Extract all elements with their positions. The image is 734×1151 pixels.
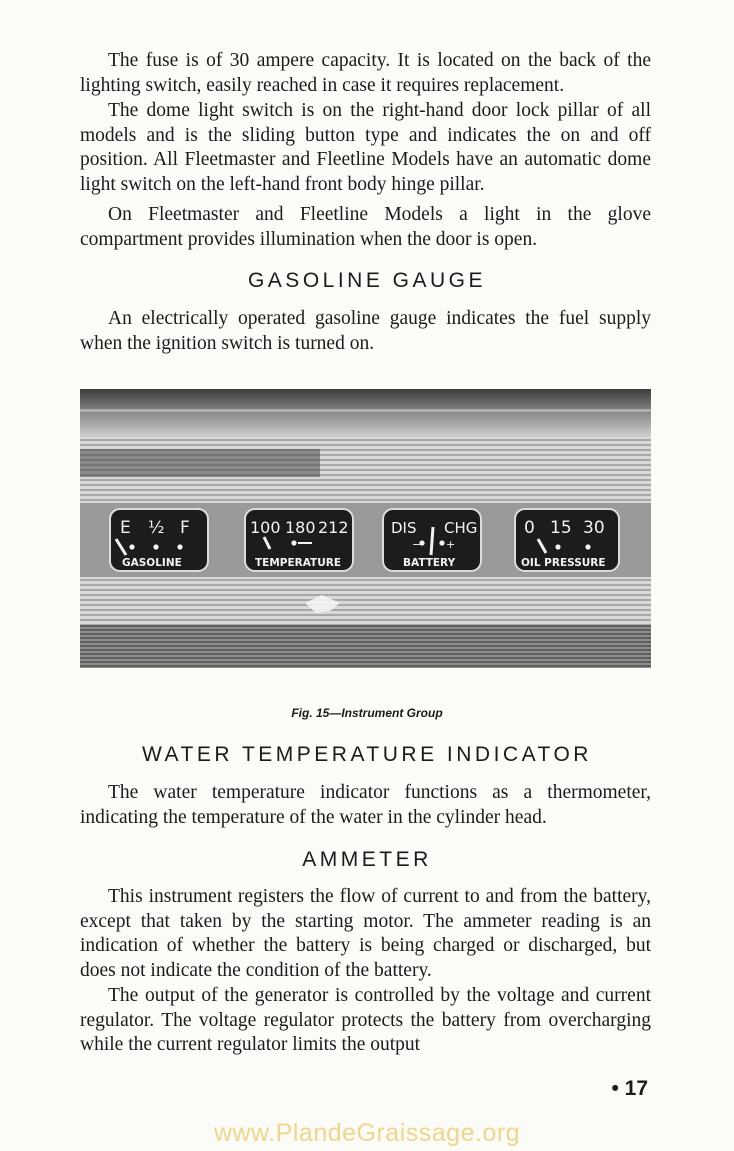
instrument-group-photo	[80, 389, 651, 668]
temperature-scale-100: 100	[250, 518, 281, 537]
temperature-scale-180: 180	[285, 518, 316, 537]
oil-scale-0: 0	[524, 518, 535, 538]
paragraph-ammeter: This instrument registers the flow of current to and from the battery, except that taken by the starting motor. The ammeter reading is an indication of whether the battery is being charged or discharged, but does not indicate the condition of the battery.	[80, 886, 651, 981]
heading-gasoline-gauge: GASOLINE GAUGE	[247, 269, 487, 292]
figure-caption: Fig. 15—Instrument Group	[291, 706, 443, 720]
paragraph-generator-output: The output of the generator is controlled by the voltage and current regulator. The voltage regulator protects the battery from overcharging while the current regulator limits the output	[80, 985, 651, 1056]
gasoline-scale-half: ½	[148, 518, 165, 538]
page-number: • 17	[611, 1077, 648, 1100]
battery-plus-sign: +	[446, 538, 456, 551]
paragraph-gasoline-gauge: An electrically operated gasoline gauge indicates the fuel supply when the ignition switch is turned on.	[80, 308, 651, 354]
oil-scale-30: 30	[583, 518, 605, 538]
temperature-scale-212: 212	[318, 518, 349, 537]
instrument-panel-illustration	[80, 389, 651, 668]
paragraph-dome-light: The dome light switch is on the right-hand door lock pillar of all models and is the sliding button type and indicates the on and off position. All Fleetmaster and Fleetline Models have an automatic dome light switch on the left-hand front body hinge pillar.	[80, 100, 651, 195]
paragraph-fuse: The fuse is of 30 ampere capacity. It is located on the back of the lighting switch, easily reached in case it requires replacement.	[80, 50, 651, 96]
gasoline-scale-full: F	[180, 518, 190, 538]
gasoline-label: GASOLINE	[122, 557, 182, 569]
oil-scale-15: 15	[550, 518, 572, 538]
battery-scale-chg: CHG	[444, 519, 478, 537]
battery-scale-dis: DIS	[391, 519, 417, 537]
temperature-label: TEMPERATURE	[255, 557, 341, 569]
oil-pressure-label: OIL PRESSURE	[521, 557, 606, 569]
battery-label: BATTERY	[403, 557, 456, 569]
battery-minus-sign: −	[412, 538, 422, 551]
gasoline-scale-empty: E	[120, 518, 131, 538]
watermark-link[interactable]: www.PlandeGraissage.org	[213, 1119, 521, 1147]
paragraph-water-temperature: The water temperature indicator functions as a thermometer, indicating the temperature of the water in the cylinder head.	[80, 782, 651, 828]
heading-ammeter: AMMETER	[302, 848, 432, 871]
heading-water-temperature: WATER TEMPERATURE INDICATOR	[142, 743, 592, 766]
paragraph-glove-light: On Fleetmaster and Fleetline Models a light in the glove compartment provides illumination when the door is open.	[80, 204, 651, 250]
